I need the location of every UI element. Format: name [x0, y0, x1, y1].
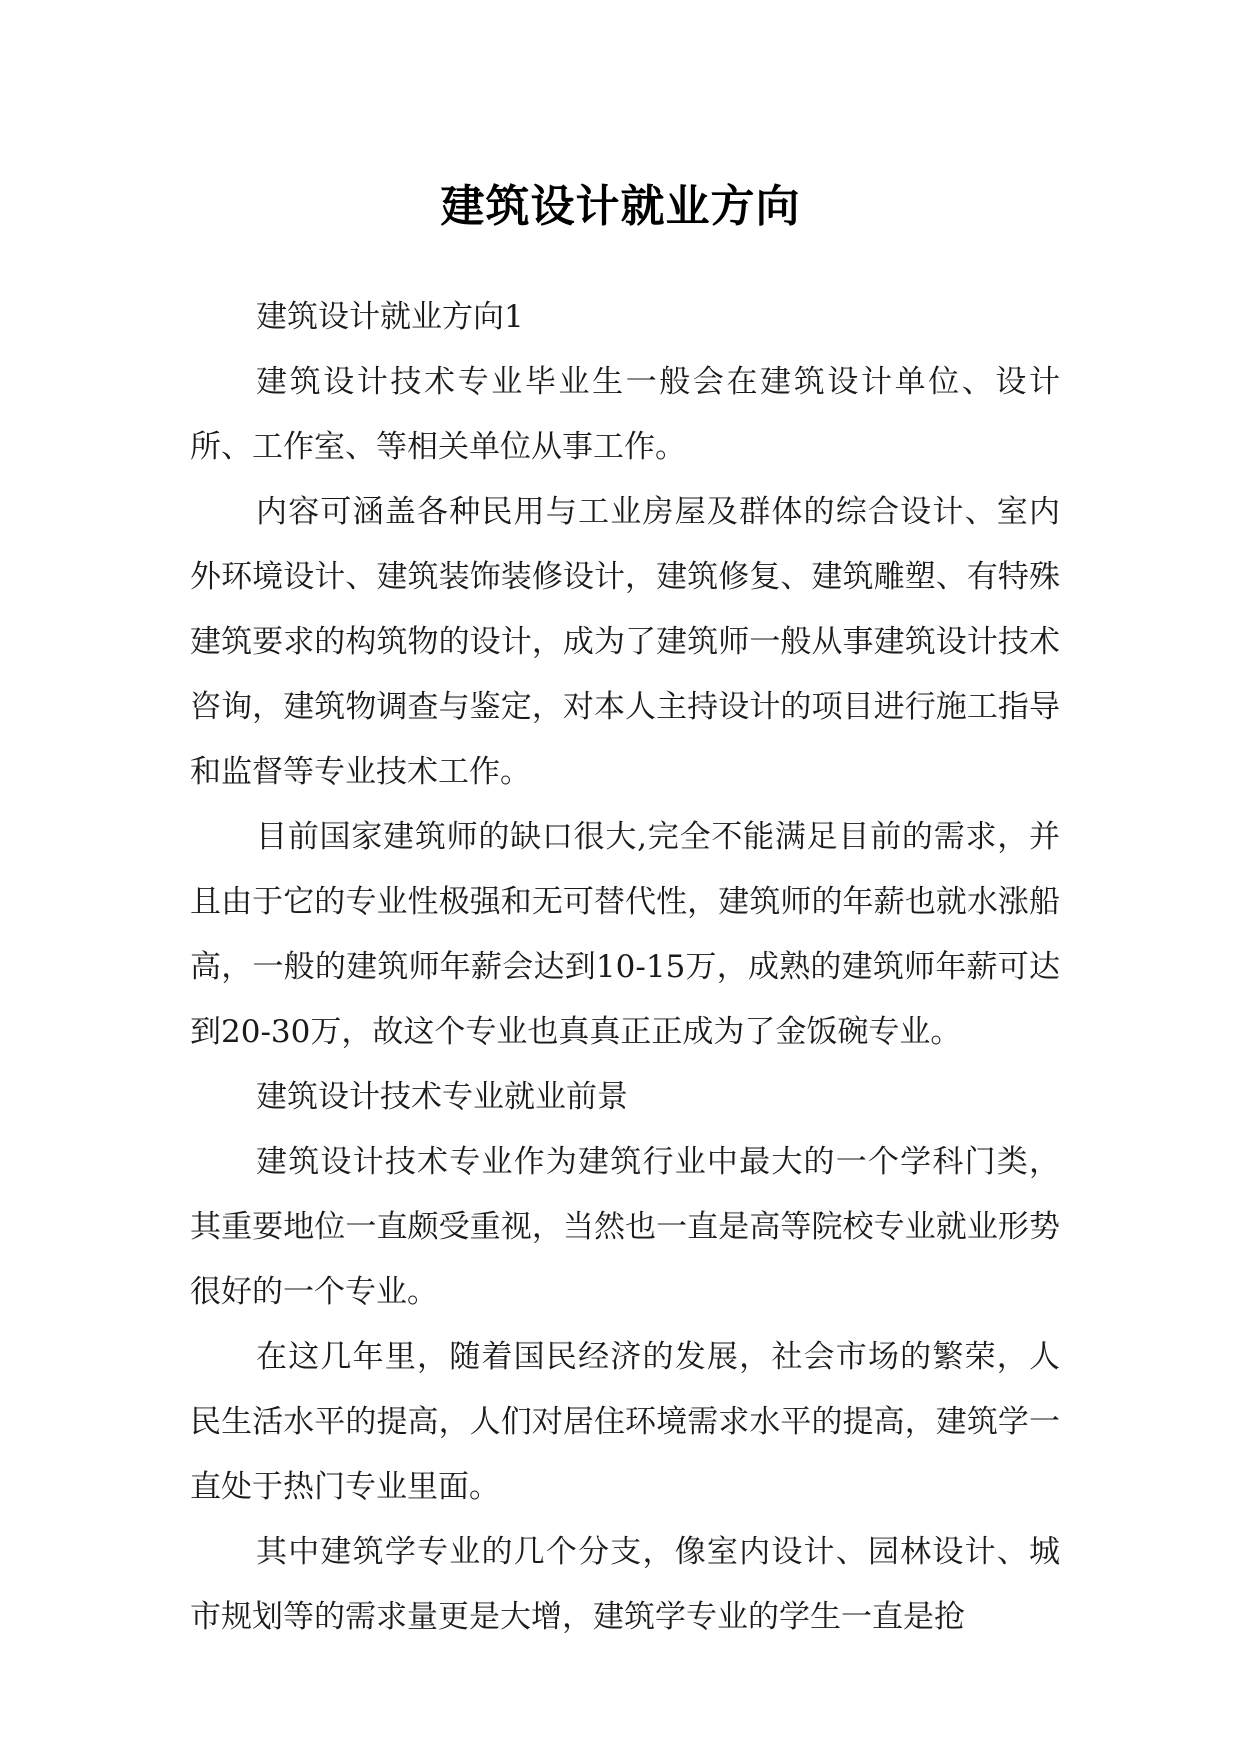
- paragraph-section-heading-prospects: 建筑设计技术专业就业前景: [256, 1079, 628, 1115]
- paragraph-work-content: 内容可涵盖各种民用与工业房屋及群体的综合设计、室内外环境设计、建筑装饰装修设计，建筑修复、建筑雕塑、有特殊建筑要求的构筑物的设计，成为了建筑师一般从事建筑设计技术咨询，建筑物调查与鉴定，对本人主持设计的项目进行施工指导和监督等专业技术工作。: [190, 494, 1060, 790]
- paragraph-salary: 目前国家建筑师的缺口很大,完全不能满足目前的需求，并且由于它的专业性极强和无可替代性，建筑师的年薪也就水涨船高，一般的建筑师年薪会达到10-15万，成熟的建筑师年薪可达到20-30万，故这个专业也真真正正成为了金饭碗专业。: [190, 819, 1060, 1050]
- paragraph-economic-growth: 在这几年里，随着国民经济的发展，社会市场的繁荣，人民生活水平的提高，人们对居住环境需求水平的提高，建筑学一直处于热门专业里面。: [190, 1339, 1060, 1505]
- paragraph-graduate-employers: 建筑设计技术专业毕业生一般会在建筑设计单位、设计所、工作室、等相关单位从事工作。: [190, 364, 1060, 465]
- document-title: 建筑设计就业方向: [440, 181, 801, 233]
- document-body: [190, 285, 1060, 1650]
- paragraph-branches-demand: 其中建筑学专业的几个分支，像室内设计、园林设计、城市规划等的需求量更是大增，建筑学专业的学生一直是抢: [190, 1534, 1060, 1635]
- paragraph-section-heading-1: 建筑设计就业方向1: [256, 299, 524, 335]
- paragraph-discipline-importance: 建筑设计技术专业作为建筑行业中最大的一个学科门类，其重要地位一直颇受重视，当然也一直是高等院校专业就业形势很好的一个专业。: [190, 1144, 1060, 1310]
